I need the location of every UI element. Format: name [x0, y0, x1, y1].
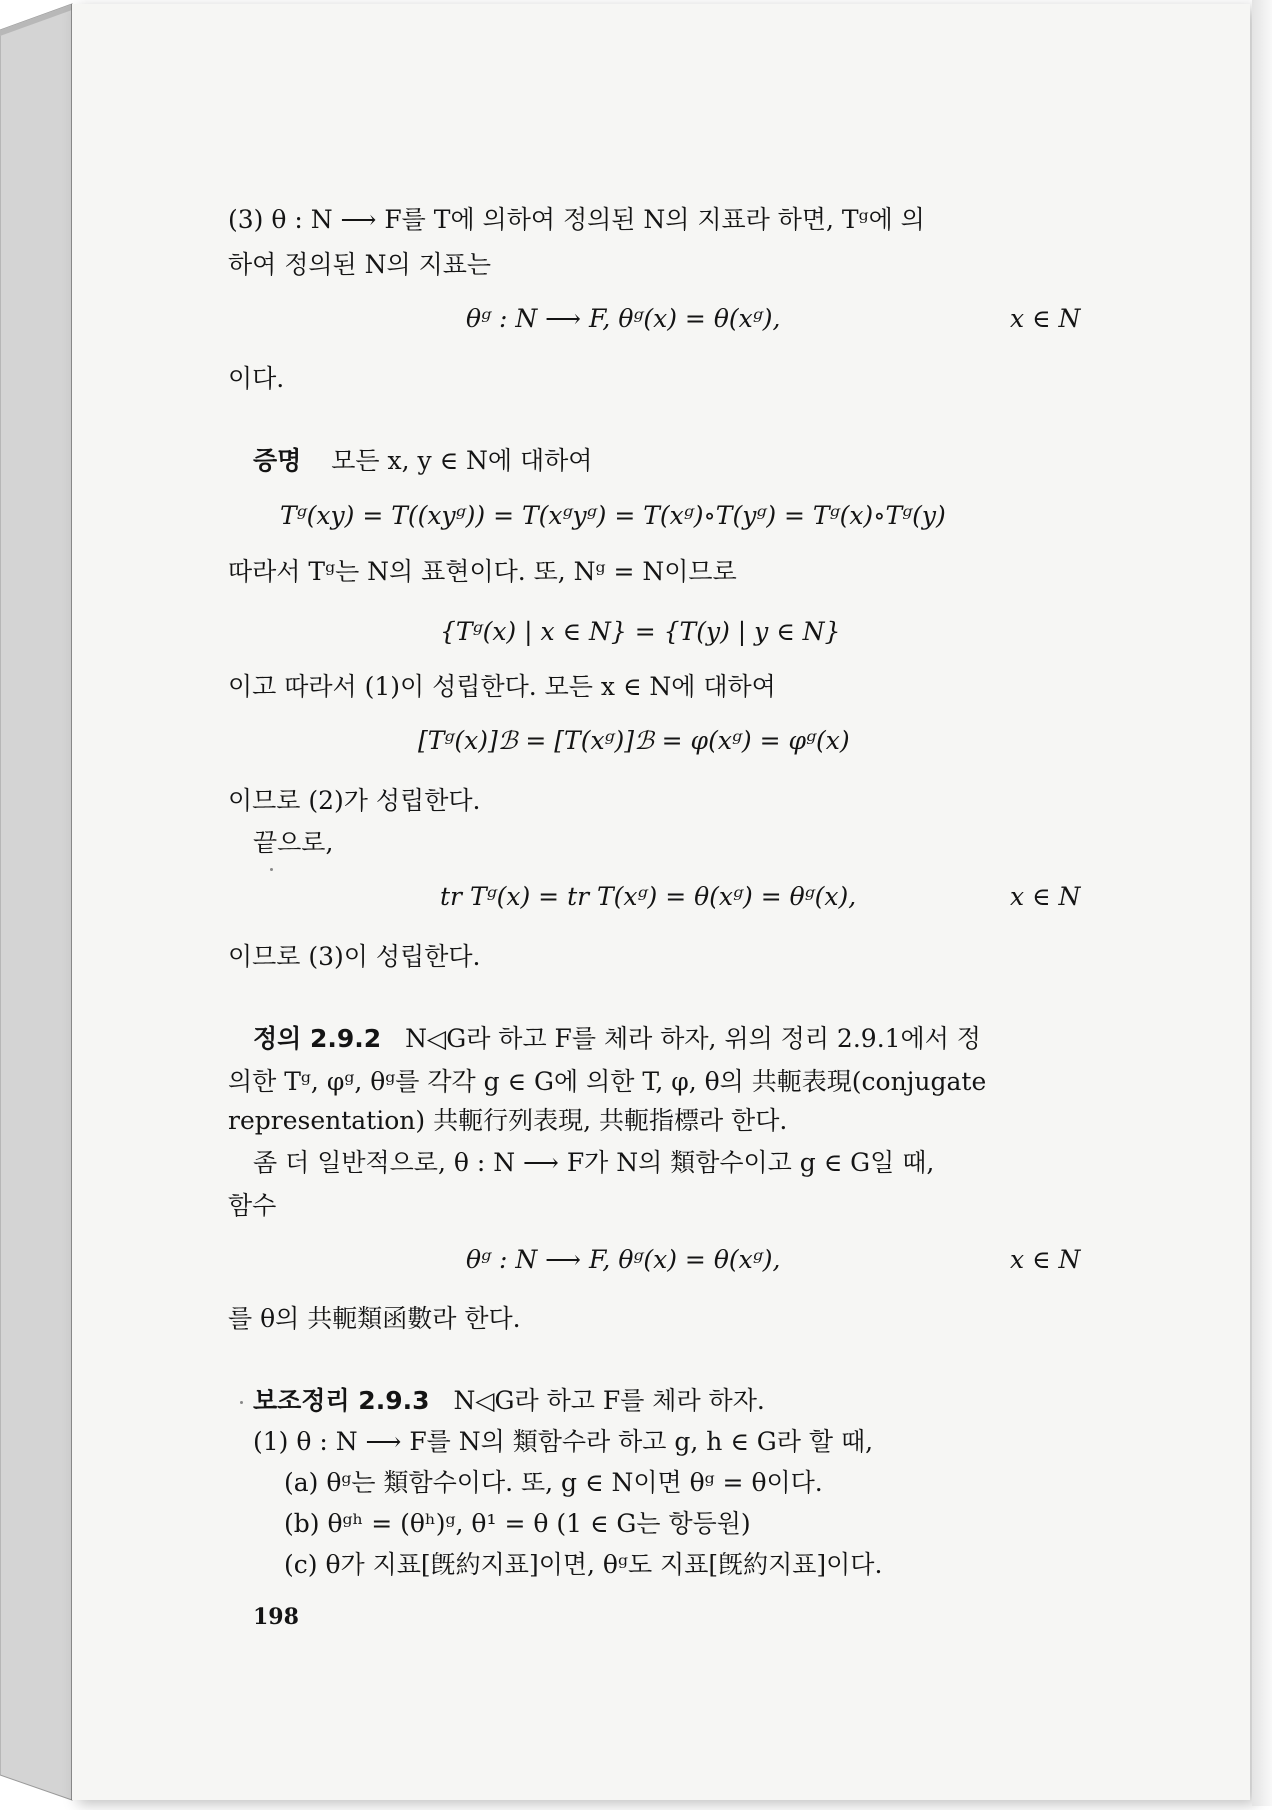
lemma-heading: 보조정리 2.9.3	[253, 1386, 430, 1415]
text-line: (b) θᵍʰ = (θʰ)ᵍ, θ¹ = θ (1 ∈ G는 항등원)	[284, 1509, 751, 1538]
text-line: 를 θ의 共軛類函數라 한다.	[228, 1304, 521, 1333]
text-line: 이고 따라서 (1)이 성립한다. 모든 x ∈ N에 대하여	[228, 672, 776, 701]
equation: θᵍ : N ⟶ F, θᵍ(x) = θ(xᵍ),	[466, 1245, 781, 1274]
text-line: 이다.	[228, 364, 285, 393]
proof-line	[253, 444, 592, 478]
lemma-line	[253, 1384, 765, 1418]
text-line: 함수	[228, 1191, 277, 1220]
text-line: 끝으로,	[253, 828, 334, 857]
text-line: (1) θ : N ⟶ F를 N의 類함수라 하고 g, h ∈ G라 할 때,	[253, 1427, 874, 1456]
text-line: 좀 더 일반적으로, θ : N ⟶ F가 N의 類함수이고 g ∈ G일 때,	[253, 1148, 935, 1177]
text-line: 따라서 Tᵍ는 N의 표현이다. 또, Nᵍ = N이므로	[228, 557, 737, 586]
text-line: 이므로 (2)가 성립한다.	[228, 786, 481, 815]
text-line: (c) θ가 지표[旣約지표]이면, θᵍ도 지표[旣約지표]이다.	[284, 1550, 883, 1579]
definition-line	[253, 1022, 981, 1056]
text-line: 이므로 (3)이 성립한다.	[228, 942, 481, 971]
equation: Tᵍ(xy) = T((xyᵍ)) = T(xᵍyᵍ) = T(xᵍ)∘T(yᵍ) = Tᵍ(x)∘Tᵍ(y)	[280, 501, 946, 530]
definition-heading: 정의 2.9.2	[253, 1024, 382, 1053]
equation: θᵍ : N ⟶ F, θᵍ(x) = θ(xᵍ),	[466, 304, 781, 333]
text-line: 하여 정의된 N의 지표는	[228, 250, 492, 279]
equation-condition: x ∈ N	[1010, 304, 1081, 333]
text-line: 의한 Tᵍ, φᵍ, θᵍ를 각각 g ∈ G에 의한 T, φ, θ의 共軛表現(conjugate	[228, 1067, 987, 1096]
proof-heading: 증명	[253, 446, 302, 475]
equation: {Tᵍ(x) | x ∈ N} = {T(y) | y ∈ N}	[440, 617, 841, 646]
definition-text: N◁G라 하고 F를 체라 하자, 위의 정리 2.9.1에서 정	[405, 1024, 981, 1053]
page-number: 198	[253, 1604, 299, 1630]
equation: tr Tᵍ(x) = tr T(xᵍ) = θ(xᵍ) = θᵍ(x),	[440, 882, 857, 911]
speck	[240, 1401, 243, 1404]
equation-condition: x ∈ N	[1010, 1245, 1081, 1274]
equation-condition: x ∈ N	[1010, 882, 1081, 911]
equation: [Tᵍ(x)]ℬ = [T(xᵍ)]ℬ = φ(xᵍ) = φᵍ(x)	[418, 726, 850, 755]
proof-text: 모든 x, y ∈ N에 대하여	[331, 446, 593, 475]
text-line: (3) θ : N ⟶ F를 T에 의하여 정의된 N의 지표라 하면, Tᵍ에 의	[228, 205, 925, 234]
page-shadow	[1252, 0, 1272, 1806]
text-line: (a) θᵍ는 類함수이다. 또, g ∈ N이면 θᵍ = θ이다.	[284, 1468, 823, 1497]
speck	[270, 868, 273, 871]
text-line: representation) 共軛行列表現, 共軛指標라 한다.	[228, 1106, 788, 1135]
lemma-text: N◁G라 하고 F를 체라 하자.	[453, 1386, 765, 1415]
